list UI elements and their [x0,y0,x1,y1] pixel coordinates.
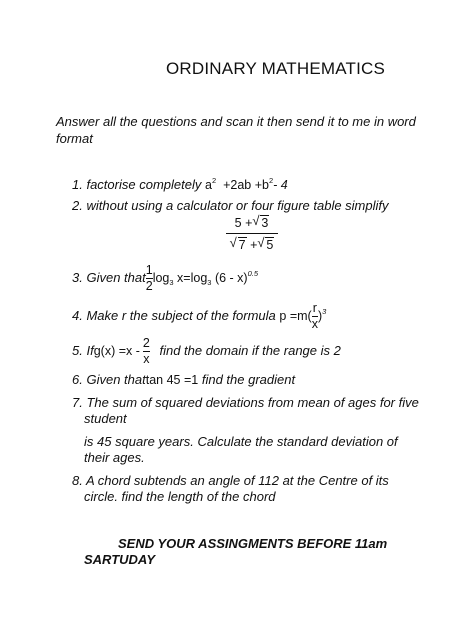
question-text-b: find the domain if the range is 2 [159,342,341,358]
fraction-bar [226,233,278,234]
simplify-fraction [226,215,278,253]
question-2 [72,198,389,214]
question-text-b: find the gradient [201,372,296,387]
question-text: Make r the subject of the formula [86,307,276,323]
function-expression: g(x) =x - [93,343,140,358]
deadline-day: SARTUDAY [84,552,156,567]
formula-lhs: p =m( [279,308,312,323]
question-5 [72,337,341,366]
question-4 [72,302,326,331]
r-over-x-fraction: $\frac{r}{x}$ [311,301,318,331]
question-1 [72,177,288,195]
question-number: 7. [72,395,83,410]
page-title: ORDINARY MATHEMATICS [166,59,386,78]
question-6 [72,372,295,388]
question-text: Given that [86,269,146,285]
question-7-line-2: student [84,411,127,426]
half-fraction: $\frac{1}{2}$ [145,263,153,293]
math-tail: - 4 [273,178,288,192]
question-8-line-2: circle. find the length of the chord [84,489,276,504]
question-number: 2. [72,198,83,213]
question-8 [72,473,389,489]
log-expression: $\log_3 x=\log_3$ (6 - x)$^{0.5}$ [152,268,259,287]
question-number: 1. [72,177,83,192]
question-7 [72,395,419,411]
question-line-1: The sum of squared deviations from mean of ages for five [86,395,419,410]
math-expression: $a^2 +2ab +b^2$ [204,176,274,192]
question-line-1: A chord subtends an angle of 112 at the Centre of its [85,473,389,488]
question-number: 6. [72,372,83,387]
question-7-line-3: is 45 square years. Calculate the standard deviation of [84,434,398,449]
formula-rhs: ) [317,308,323,323]
fraction-denominator: √ 7 + √ 5 [229,235,274,252]
question-number: 4. [72,307,83,323]
question-text-a: Given that [86,372,146,387]
deadline-notice: SEND YOUR ASSINGMENTS BEFORE 11am [118,536,388,551]
question-3 [72,264,258,293]
instruction-line-1: Answer all the questions and scan it then send it to me in word [56,114,416,129]
fraction-numerator: 5 + √ 3 [234,213,269,230]
question-text-a: If [86,342,94,358]
tan-expression: tan 45 =1 [145,373,199,387]
two-over-x-fraction: $\frac{2}{x}$ [142,336,150,366]
formula-exponent: 3 [322,306,327,316]
question-text: factorise completely [86,177,202,192]
question-number: 8. [72,473,83,488]
question-7-line-4: their ages. [84,450,145,465]
question-number: 3. [72,269,83,285]
question-number: 5. [72,342,83,358]
instruction-line-2: format [56,131,93,146]
question-text: without using a calculator or four figure table simplify [86,198,389,213]
